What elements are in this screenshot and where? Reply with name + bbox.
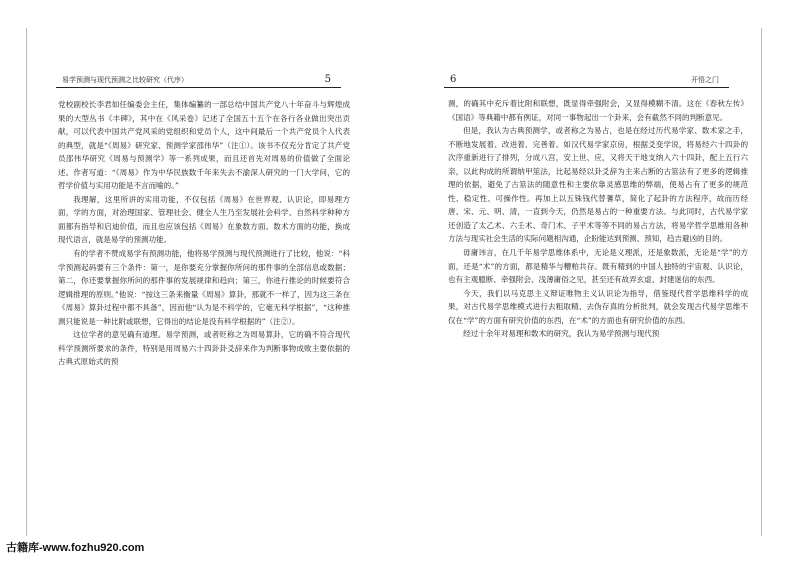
left-page: [0, 0, 380, 561]
left-paragraph: 党校副校长李君如任编委会主任，集体编纂的一部总结中国共产党八十年奋斗与辉煌成果的大型丛书《丰碑》，其中在《风采卷》记述了全国五十五个在各行各业做出突出贡献，可以代表中国共产党风采的党组织和党员个人，这中间最后一个共产党员个人代表的典型，就是“《周易》研究家、预测学家邵伟华”（注①）。该书不仅充分肯定了共产党员邵伟华研究《周易与预测学》等一系列成果，而且还首先对周易的价值做了全面论述。作者写道：“《周易》作为中华民族数千年来失去不渝深人研究的一门大学问，它的哲学价值与实用功能是不言而喻的。”: [58, 100, 350, 191]
left-page-number: 5: [324, 74, 331, 85]
right-paragraph: 毋庸讳言，在几千年易学思维体系中，无论是义理派，还是象数派，无论是“学”的方面，还是“术”的方面，都是精华与糟粕共存。既有精到的中国人独特的宇宙观、认识论，也有主观臆断、牵强附会、浅薄庸俗之见，甚至还有故弄玄虚、封建迷信的东西。: [448, 248, 748, 285]
left-page-body: [58, 98, 350, 369]
right-paragraph: 今天，我们以马克思主义辩证唯物主义认识论为指导，借鉴现代哲学思维科学的成果，对古代易学思维模式进行去粗取精、去伪存真的分析批判，就会发现古代易学思维不仅在“学”的方面有研究价值的东西，在“术”的方面也有研究价值的东西。: [448, 288, 748, 325]
right-header-title: 开悟之门: [691, 76, 719, 84]
left-page-header: [56, 73, 341, 88]
right-paragraph: 经过十余年对易理和数术的研究，我认为易学预测与现代预: [463, 329, 660, 339]
right-page-header: [444, 73, 729, 88]
right-paragraph: 但是，我认为古典预测学，或者称之为易占，也是在经过历代易学家、数术家之手，不断地发展着、改进着、完善着。如汉代易学家京房，根据爻变学说，将易经六十四卦的次序重新进行了排列，分成八宫，安上世、应，又将天干地支纳入六十四卦，配上五行六亲，以此构成的所谓纳甲筮法，比起易经以卦爻辞为主来占断的古筮法有了更多的逻辑推理的依据，避免了古筮法的随意性和主要依靠灵感思维的弊端，使易占有了更多的规范性、稳定性、可操作性。再加上以五铢钱代替蓍草，简化了起卦的方法程序，故而历经唐、宋、元、明、清，一直到今天，仍然是易占的一种重要方法。与此同时，古代易学家还创造了太乙术、六壬术、奇门术、子平术等等不同的易占方法，将易学哲学思维用各种方法与现实社会生活的实际问题相沟通，企盼能达到预测、预知，趋吉避凶的目的。: [448, 126, 748, 244]
left-paragraph: 有的学者不赞成易学有预测功能，他将易学预测与现代预测进行了比较，他说：“科学预测起码要有三个条件：第一，是你要充分掌握你所问的那件事的全部信息或数据；第二，你还要掌握你所问的那件事的发展规律和趋向；第三，你进行推论的时候要符合逻辑推理的原则。”他说：“按这三条来衡量《周易》算卦，那就不一样了，因为这三条在《周易》算卦过程中都不具备”，因而他“认为是不科学的，它毫无科学根据”，“这种推测只能说是一种比附或联想，它得出的结论是没有科学根据的”（注②）。: [58, 249, 350, 326]
watermark-site: www.fozhu920.com: [42, 542, 145, 554]
left-paragraph: 我理解，这里所讲的实用功能，不仅包括《周易》在世界观、认识论，即易理方面，学的方面，对治理国家、管理社会、健全人生乃至发展社会科学、自然科学种种方面都有指导和启迪价值，而且也应该包括《周易》在象数方面、数术方面的功能，换成现代语言，就是易学的预测功能。: [58, 194, 350, 245]
right-page: [404, 0, 784, 561]
page-edge-left: [26, 28, 27, 536]
right-page-body: [448, 97, 748, 341]
watermark-prefix: 古籍库: [6, 542, 39, 554]
left-paragraph: 这位学者的意见确有道理。易学预测，或者贬称之为周易算卦，它的确不符合现代科学预测所要求的条件，特别是用周易六十四卦卦爻辞来作为判断事物成败主要依据的古典式原始式的预: [58, 330, 350, 367]
watermark: [6, 539, 144, 555]
right-page-number: 6: [450, 74, 457, 85]
page-edge-right: [761, 28, 762, 536]
watermark-dashes: -: [39, 542, 43, 554]
left-header-title: 易学预测与现代预测之比较研究（代序）: [62, 76, 188, 84]
right-paragraph: 测，的确其中充斥着比附和联想，既显得牵强附会，又显得模糊不清。这在《春秋左传》《国语》等典籍中都有例证，对同一事物起出一个卦来，会有截然不同的判断意见。: [448, 99, 748, 122]
